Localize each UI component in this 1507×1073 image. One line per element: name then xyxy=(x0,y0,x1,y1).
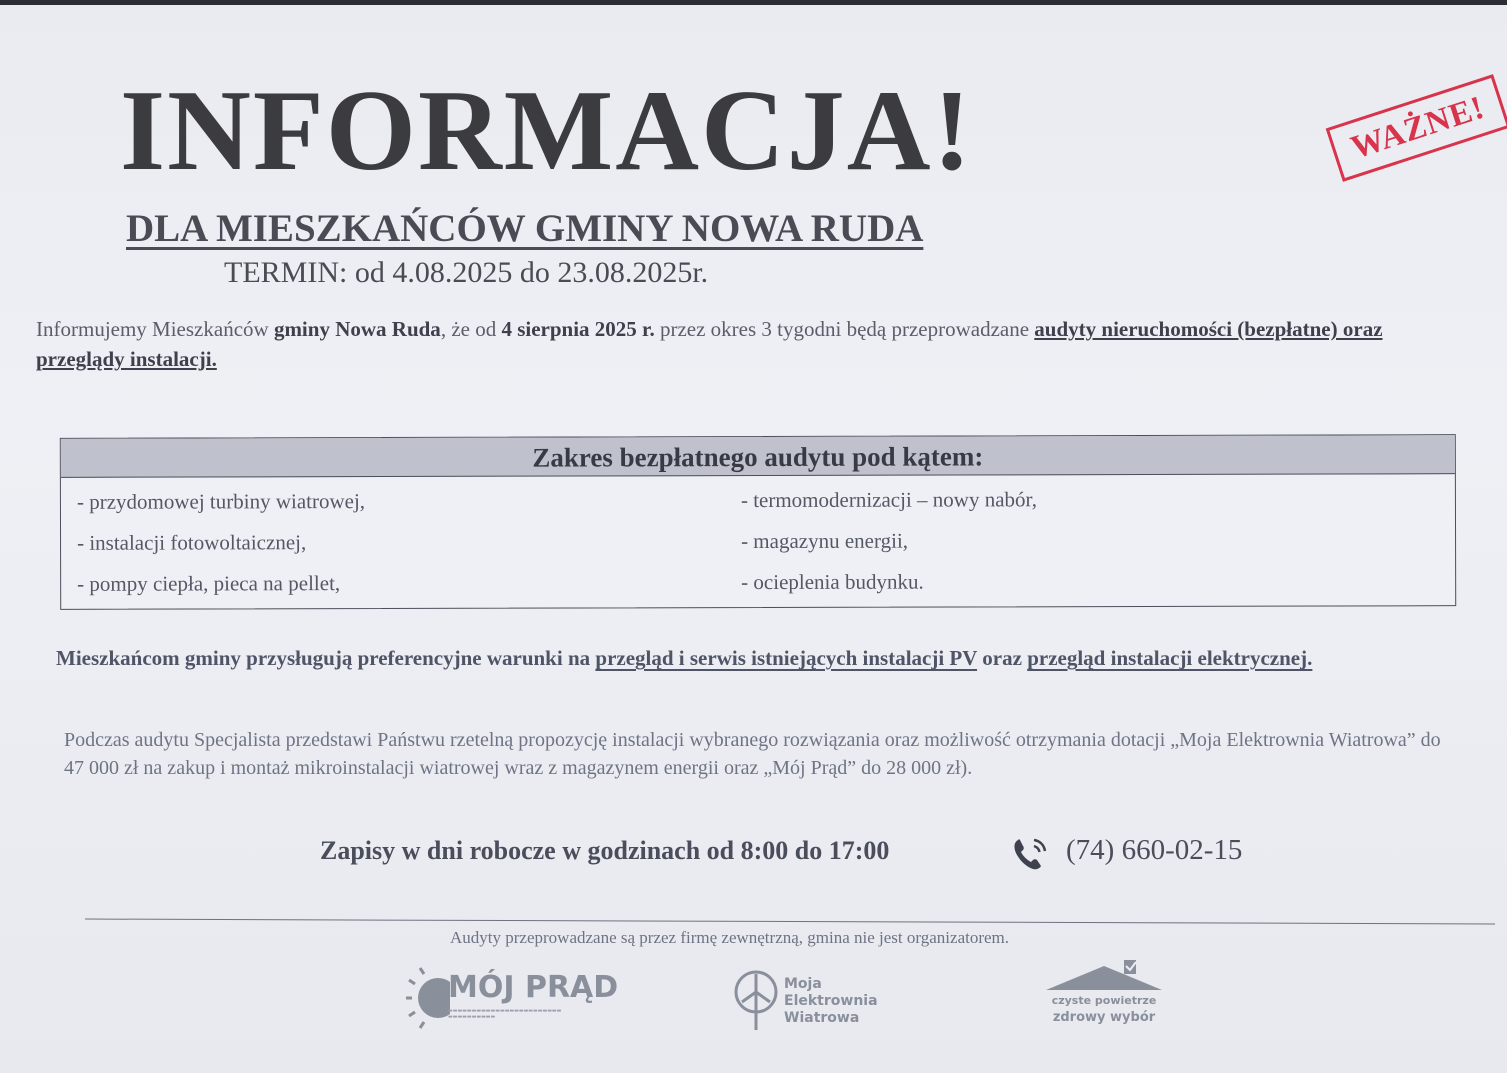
audit-scope-heading: Zakres bezpłatnego audytu pod kątem: xyxy=(61,435,1455,478)
footer-note: Audyty przeprowadzane są przez firmę zewnętrzną, gmina nie jest organizatorem. xyxy=(450,928,1010,947)
moja-elektrownia-wiatrowa-text xyxy=(784,976,878,1027)
wind-turbine-icon xyxy=(734,968,780,1038)
intro-bold-1: gminy Nowa Ruda xyxy=(273,317,441,341)
preferences-paragraph xyxy=(56,646,1496,671)
logo2-line: Moja xyxy=(784,976,822,992)
term-dates: TERMIN: od 4.08.2025 do 23.08.2025r. xyxy=(224,256,709,289)
subsidy-paragraph: Podczas audytu Specjalista przedstawi Państwu rzetelną propozycję instalacji wybranego rozwiązania oraz możliwość otrzymania dotacji „Moja Elektrownia Wiatrowa” do 47 000 zł na zakup i montaż mikroinstalacji wiatrowej wraz z magazynem energii oraz „Mój Prąd” do 28 000 zł). xyxy=(64,729,1441,779)
pref-text-2: oraz xyxy=(977,646,1028,670)
sun-icon xyxy=(404,964,450,1034)
list-item: - instalacji fotowoltaicznej, xyxy=(77,530,307,555)
moj-prad-logo xyxy=(404,960,654,1040)
pref-underlined-2: przegląd instalacji elektrycznej. xyxy=(1027,646,1313,670)
logo2-line: Wiatrowa xyxy=(784,1010,860,1026)
list-item: - pompy ciepła, pieca na pellet, xyxy=(77,571,341,596)
list-item: - przydomowej turbiny wiatrowej, xyxy=(76,489,366,514)
czyste-powietrze-line1: czyste powietrze xyxy=(1051,994,1157,1007)
page-title: INFORMACJA! xyxy=(120,67,974,195)
list-item: - termomodernizacji – nowy nabór, xyxy=(740,487,1037,513)
pref-underlined-1: przegląd i serwis istniejących instalacji PV xyxy=(595,646,978,670)
list-item: - magazynu energii, xyxy=(741,528,909,554)
audit-scope-right-column xyxy=(741,479,1037,603)
pref-text-1: Mieszkańcom gminy przysługują preferencyjne warunki na xyxy=(56,646,596,670)
house-roof-icon xyxy=(1044,960,1164,994)
list-item: - ocieplenia budynku. xyxy=(741,569,924,595)
intro-text-2: , że od xyxy=(440,317,502,341)
czyste-powietrze-line2: zdrowy wybór xyxy=(1052,1010,1156,1025)
phone-icon xyxy=(1010,834,1052,874)
subtitle: DLA MIESZKAŃCÓW GMINY NOWA RUDA xyxy=(126,207,924,250)
intro-paragraph xyxy=(36,314,1456,374)
footer-divider xyxy=(85,919,1495,925)
top-edge xyxy=(0,0,1507,5)
audit-scope-box xyxy=(60,434,1456,610)
logo2-line: Elektrownia xyxy=(784,993,878,1009)
czyste-powietrze-logo xyxy=(1044,960,1164,1040)
important-stamp: WAŻNE! xyxy=(1326,74,1507,182)
moj-prad-logo-text: MÓJ PRĄD xyxy=(448,970,619,1005)
audit-scope-left-column xyxy=(77,481,365,605)
registration-hours: Zapisy w dni robocze w godzinach od 8:00 do 17:00 xyxy=(320,836,890,865)
intro-text-1: Informujemy Mieszkańców xyxy=(36,317,274,341)
phone-number[interactable]: (74) 660-02-15 xyxy=(1066,834,1243,866)
intro-text-3: przez okres 3 tygodni będą przeprowadzane xyxy=(654,317,1035,341)
moja-elektrownia-wiatrowa-logo xyxy=(734,968,904,1038)
moj-prad-logo-fineprint: ▬▬▬▬▬▬▬▬▬▬▬▬▬▬▬▬▬▬▬▬▬▬▬▬ ▬▬▬▬▬▬▬▬▬▬ xyxy=(448,1008,562,1020)
intro-underlined: audyty nieruchomości (bezpłatne) oraz przeglądy instalacji. xyxy=(36,317,1383,371)
intro-bold-2: 4 sierpnia 2025 r. xyxy=(501,317,655,341)
